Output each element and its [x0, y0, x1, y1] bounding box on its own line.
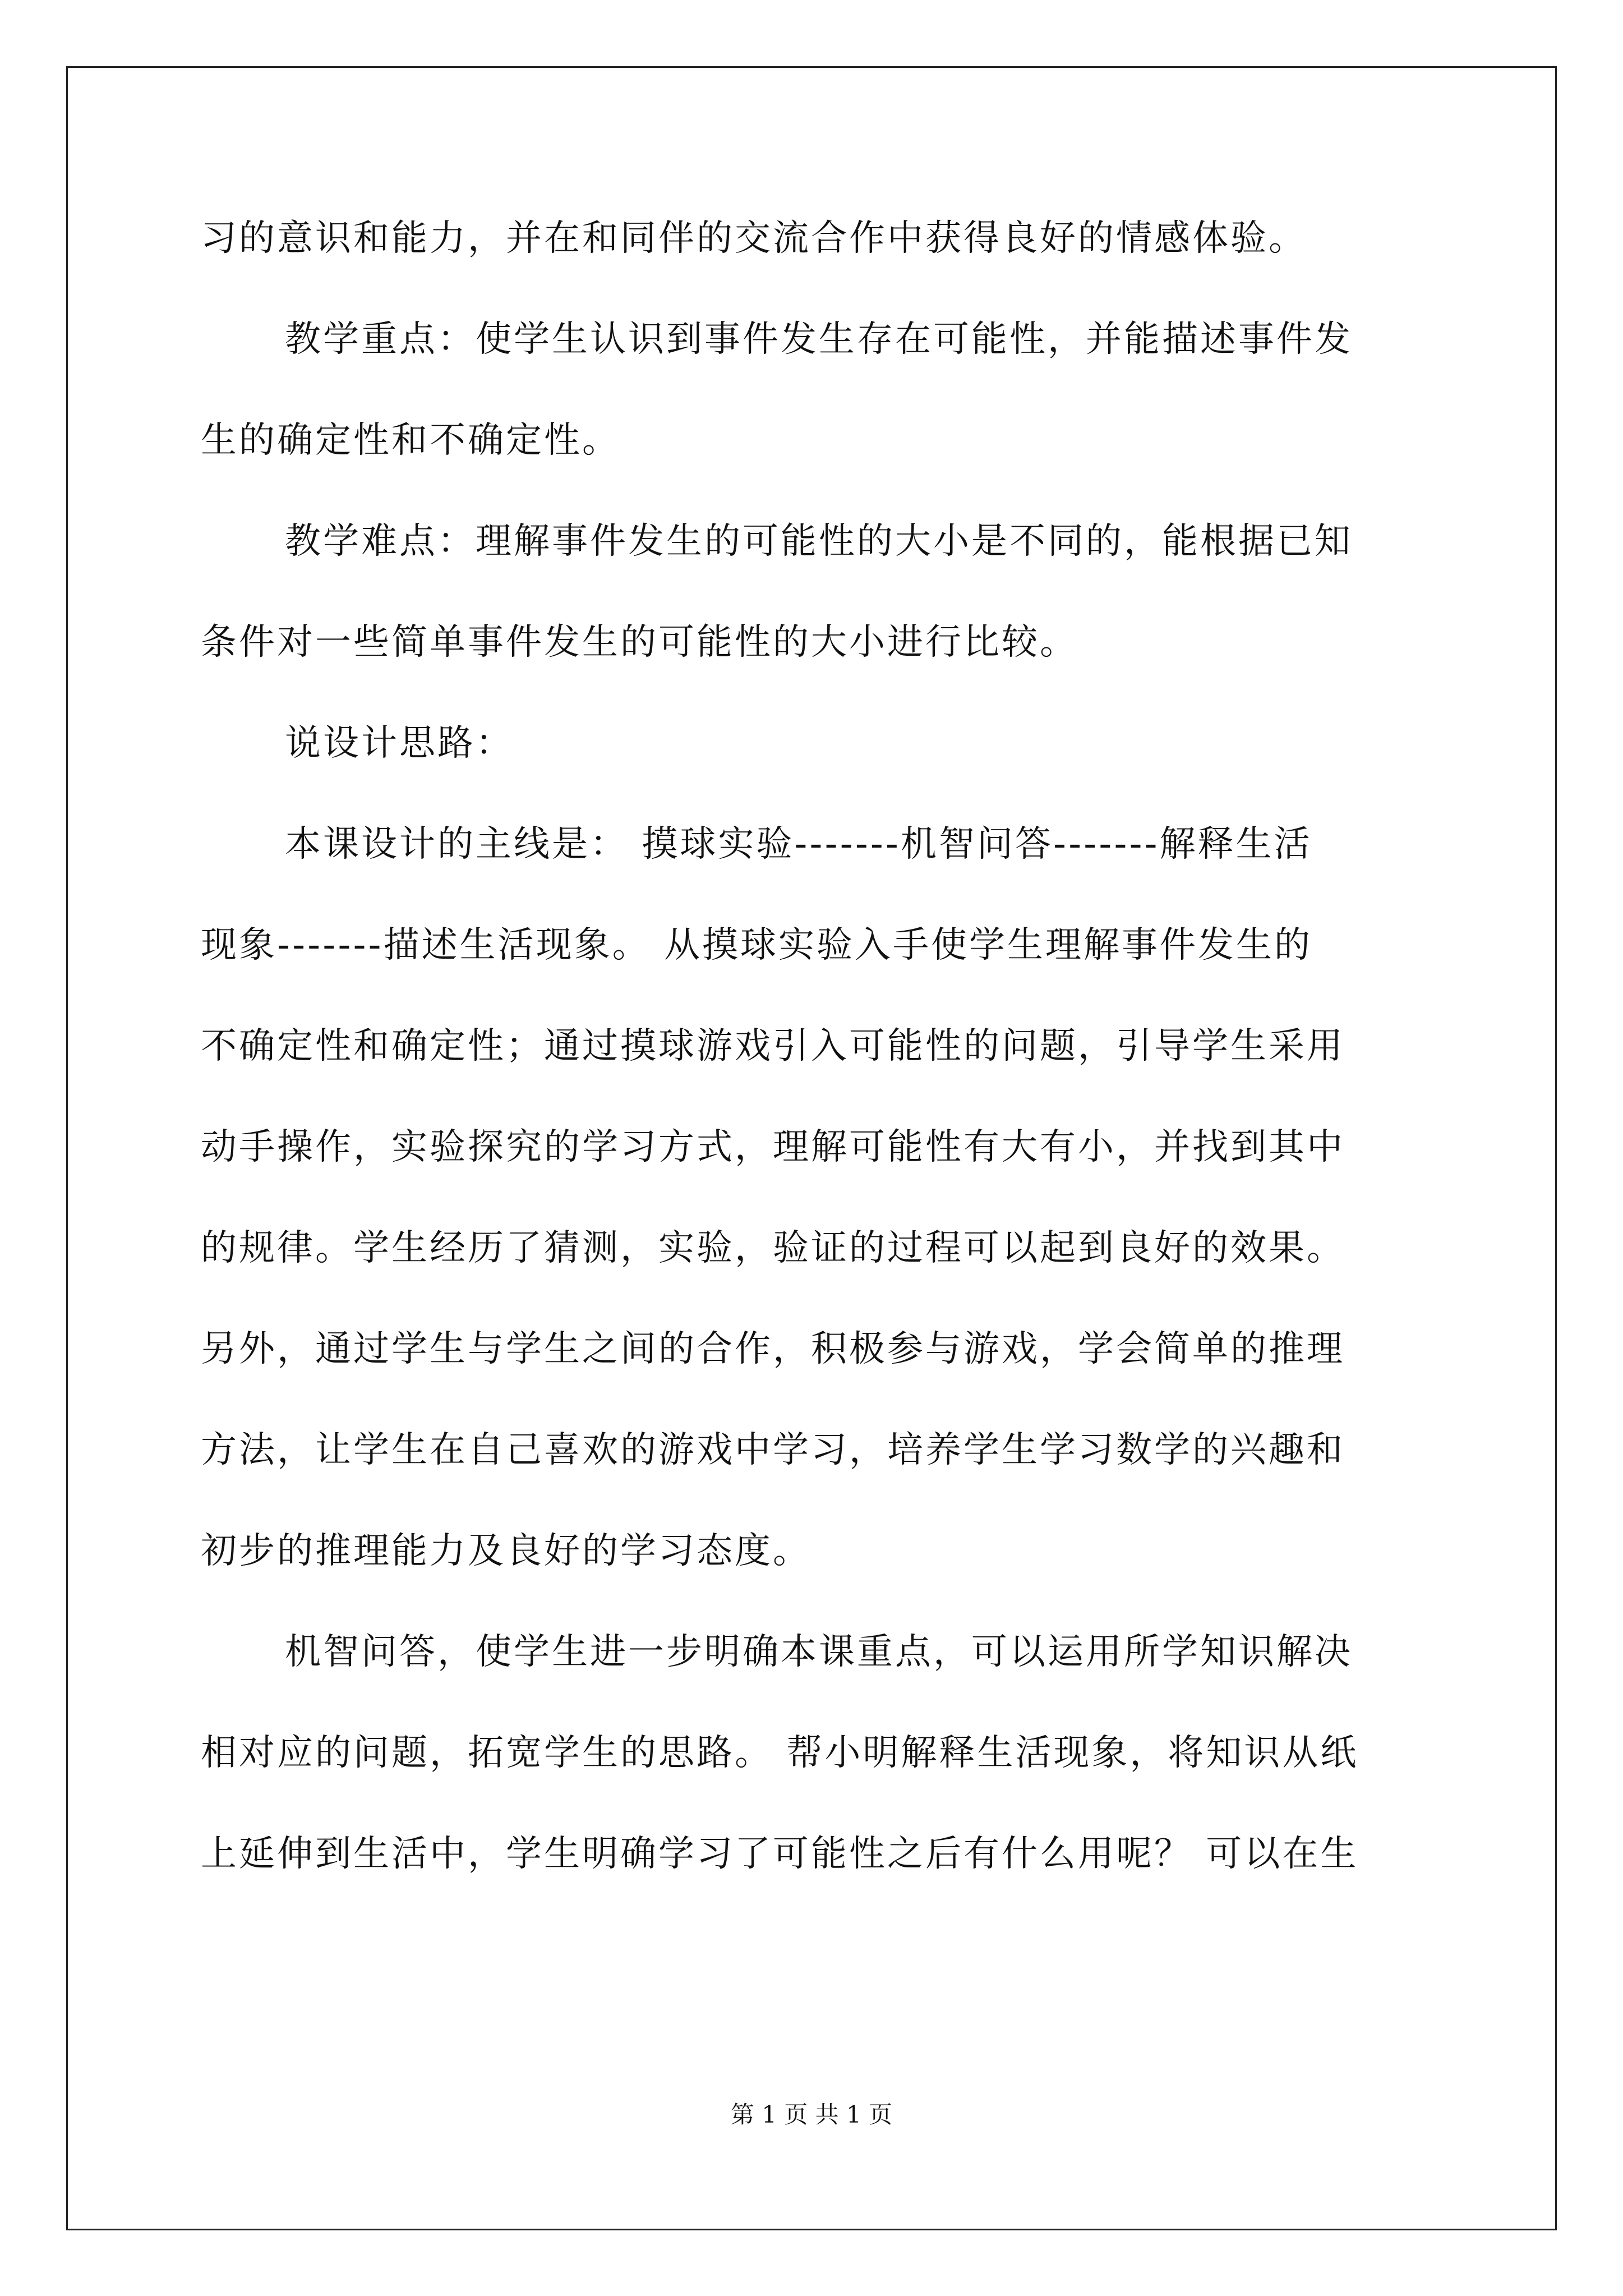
text-line: 动手操作，实验探究的学习方式，理解可能性有大有小，并找到其中 — [201, 1126, 1345, 1168]
text-line: 不确定性和确定性；通过摸球游戏引入可能性的问题，引导学生采用 — [201, 1025, 1345, 1067]
page-number: 第 1 页 共 1 页 — [730, 2101, 893, 2128]
text-line: 教学重点：使学生认识到事件发生存在可能性，并能描述事件发 — [285, 319, 1353, 360]
text-line: 上延伸到生活中，学生明确学习了可能性之后有什么用呢？ 可以在生 — [201, 1833, 1359, 1875]
text-line: 相对应的问题，拓宽学生的思路。 帮小明解释生活现象，将知识从纸 — [201, 1732, 1359, 1774]
text-line: 习的意识和能力，并在和同伴的交流合作中获得良好的情感体验。 — [201, 218, 1307, 259]
text-line: 本课设计的主线是： 摸球实验-------机智问答-------解释生活 — [285, 823, 1312, 865]
text-line: 现象-------描述生活现象。 从摸球实验入手使学生理解事件发生的 — [201, 924, 1312, 966]
text-line: 另外，通过学生与学生之间的合作，积极参与游戏，学会简单的推理 — [201, 1328, 1345, 1370]
text-line: 说设计思路： — [285, 723, 514, 764]
text-line: 的规律。学生经历了猜测，实验，验证的过程可以起到良好的效果。 — [201, 1227, 1345, 1269]
text-line: 机智问答，使学生进一步明确本课重点，可以运用所学知识解决 — [285, 1631, 1353, 1673]
text-line: 生的确定性和不确定性。 — [201, 420, 620, 461]
text-line: 教学难点：理解事件发生的可能性的大小是不同的，能根据已知 — [285, 521, 1353, 562]
text-line: 初步的推理能力及良好的学习态度。 — [201, 1530, 811, 1572]
text-line: 方法，让学生在自己喜欢的游戏中学习，培养学生学习数学的兴趣和 — [201, 1429, 1345, 1471]
text-line: 条件对一些简单事件发生的可能性的大小进行比较。 — [201, 622, 1078, 663]
